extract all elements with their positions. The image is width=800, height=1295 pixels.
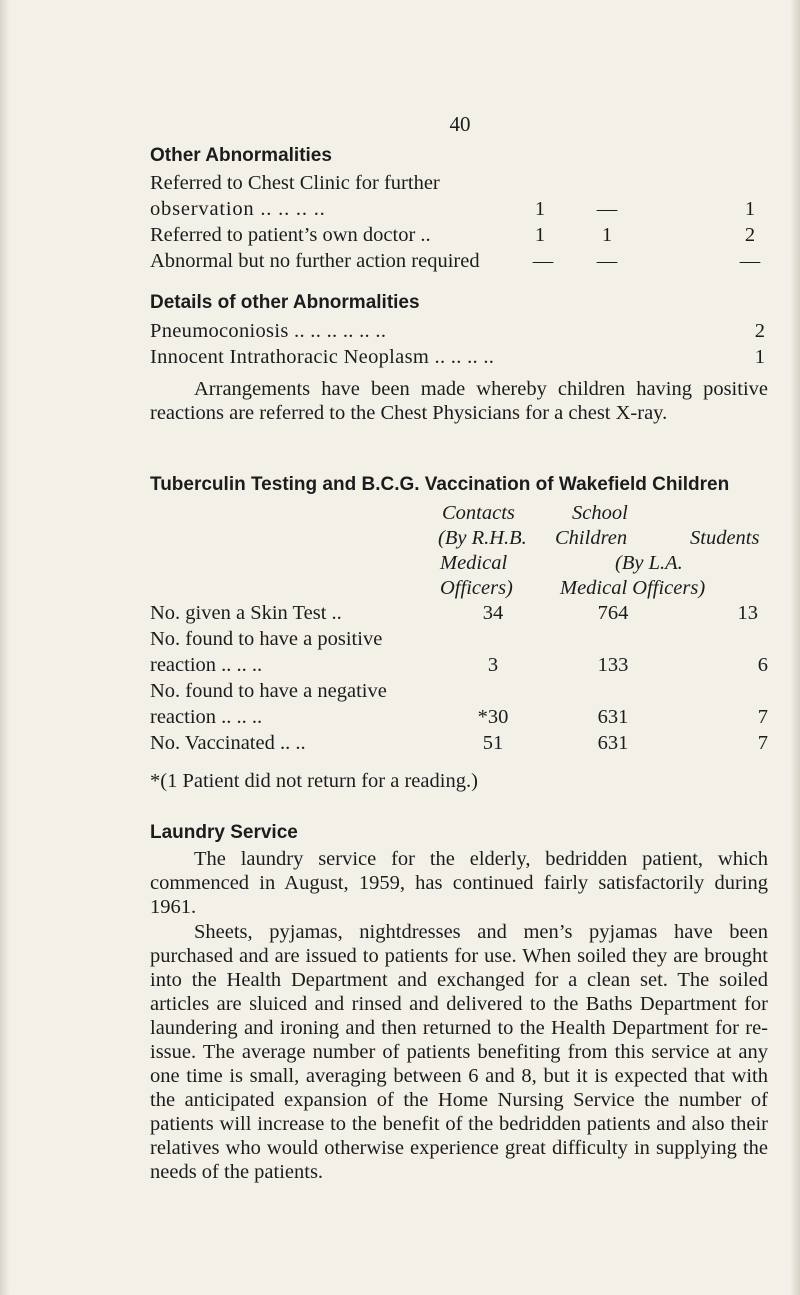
abn-row-1-col3: 1 (744, 198, 756, 220)
tb-row-3-label-line2: reaction .. .. .. (150, 706, 263, 728)
col-contacts-4: Officers) (440, 577, 513, 599)
abn-row-1-col1: 1 (534, 198, 546, 220)
abn-row-3-label: Abnormal but no further action required (150, 250, 480, 272)
laundry-paragraph-1: The laundry service for the elderly, bedridden patient, which commenced in August, 1959, has continued fairly satisfactorily during 1961. (150, 848, 768, 918)
abn-row-3-col2: — (596, 250, 618, 272)
col-la-2: Medical Officers) (560, 577, 706, 599)
laundry-paragraph-2: Sheets, pyjamas, nightdresses and men’s pyjamas have been purchased and are issued to patients for use. When soiled they are brought into the Health Department and exchanged for a clean set. The soiled articles are sluiced and rinsed and delivered to the Baths Department for laundering and ironing and then returned to the Health Department for re-issue. The average number of patients benefiting from this service at any one time is small, averaging between 6 and 8, but it is expected that with the anticipated expansion of the Home Nursing Service the number of patients will increase to the benefit of the bedridden patients and also their relatives who would otherwise experience great difficulty in supplying the needs of the patients. (150, 921, 768, 1183)
tb-row-2-label-line1: No. found to have a positive (150, 628, 383, 650)
abn-row-3-col1: — (532, 250, 554, 272)
arrangements-paragraph: Arrangements have been made whereby children having positive reactions are referred to the Chest Physicians for a chest X-ray. (150, 378, 768, 424)
details-row-2-label: Innocent Intrathoracic Neoplasm .. .. .. .. (150, 346, 495, 368)
page-edge-right (790, 0, 800, 1295)
col-students: Students (690, 527, 760, 549)
tb-row-1-contacts: 34 (482, 602, 504, 624)
tb-row-4-label: No. Vaccinated .. .. (150, 732, 306, 754)
tuberculin-heading: Tuberculin Testing and B.C.G. Vaccination of Wakefield Children (150, 474, 730, 495)
tb-row-2-label-line2: reaction .. .. .. (150, 654, 263, 676)
tb-row-3-label-line1: No. found to have a negative (150, 680, 387, 702)
tb-row-1-school: 764 (597, 602, 629, 624)
col-la-1: (By L.A. (615, 552, 683, 574)
tb-row-2-school: 133 (597, 654, 629, 676)
abn-row-1-label-line1: Referred to Chest Clinic for further (150, 172, 440, 194)
abn-row-2-col1: 1 (534, 224, 546, 246)
details-row-2-value: 1 (754, 346, 765, 368)
tb-row-4-school: 631 (597, 732, 629, 754)
tb-row-4-contacts: 51 (482, 732, 504, 754)
col-contacts-1: Contacts (442, 502, 515, 524)
details-row-1-value: 2 (754, 320, 765, 342)
abn-row-1-col2: — (596, 198, 618, 220)
abn-row-2-col2: 1 (601, 224, 613, 246)
col-contacts-2: (By R.H.B. (438, 527, 527, 549)
col-contacts-3: Medical (440, 552, 508, 574)
details-heading: Details of other Abnormalities (150, 292, 420, 313)
abn-row-2-label: Referred to patient’s own doctor .. (150, 224, 431, 246)
tb-row-2-students: 6 (757, 654, 768, 676)
tb-row-4-students: 7 (757, 732, 768, 754)
tb-row-1-students: 13 (737, 602, 758, 624)
other-abnormalities-heading: Other Abnormalities (150, 145, 332, 166)
tb-row-3-students: 7 (757, 706, 768, 728)
details-row-1-label: Pneumoconiosis .. .. .. .. .. .. (150, 320, 387, 342)
page-edge-left (0, 0, 10, 1295)
tb-row-3-contacts: *30 (477, 706, 509, 728)
abn-row-2-col3: 2 (744, 224, 756, 246)
abn-row-1-label-line2: observation .. .. .. .. (150, 198, 326, 220)
tb-row-3-school: 631 (597, 706, 629, 728)
tb-footnote: *(1 Patient did not return for a reading.) (150, 770, 478, 792)
col-school-1: School (572, 502, 628, 524)
page-number: 40 (449, 112, 471, 136)
tb-row-1-label: No. given a Skin Test .. (150, 602, 342, 624)
laundry-heading: Laundry Service (150, 822, 298, 843)
tb-row-2-contacts: 3 (487, 654, 499, 676)
abn-row-3-col3: — (739, 250, 761, 272)
col-school-2: Children (555, 527, 628, 549)
